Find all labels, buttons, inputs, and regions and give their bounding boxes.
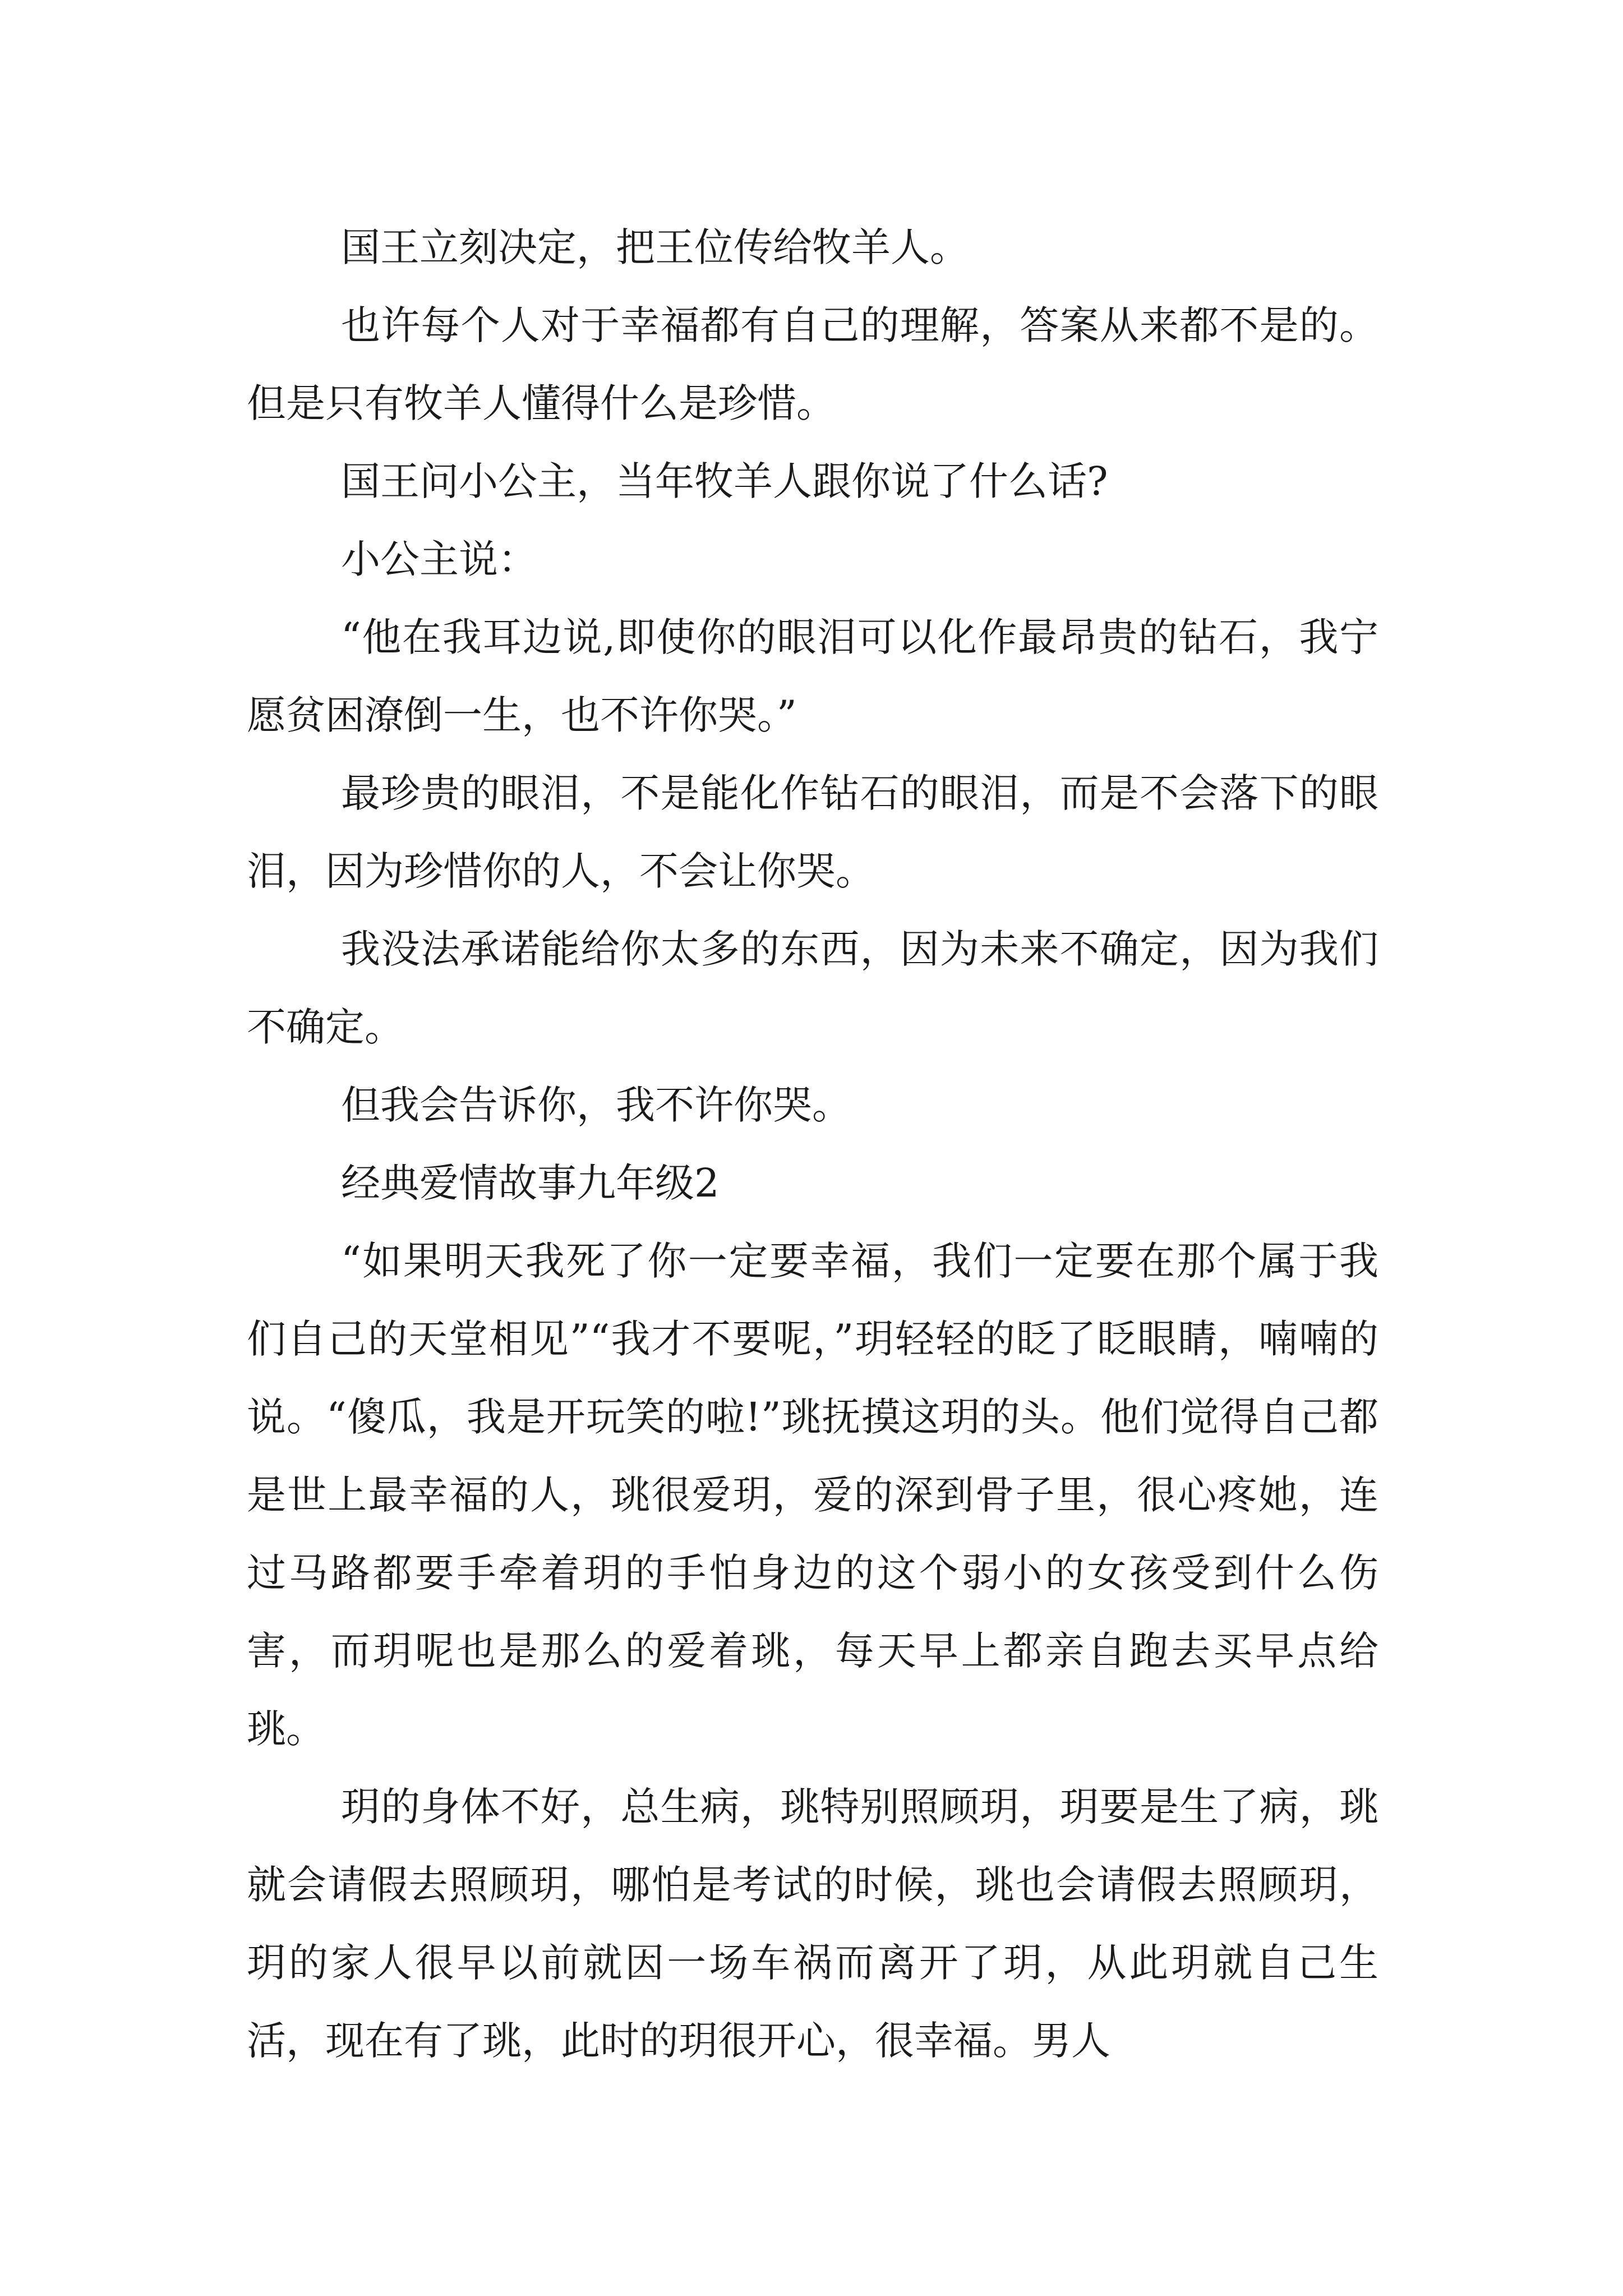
paragraph: 但我会告诉你，我不许你哭。 <box>341 1082 851 1128</box>
document-body <box>247 209 1378 2080</box>
paragraph: 我没法承诺能给你太多的东西，因为未来不确定，因为我们不确定。 <box>247 926 1378 1050</box>
paragraph: 国王问小公主，当年牧羊人跟你说了什么话? <box>341 458 1108 504</box>
paragraph: 也许每个人对于幸福都有自己的理解，答案从来都不是的。但是只有牧羊人懂得什么是珍惜。 <box>247 302 1378 426</box>
paragraph: 国王立刻决定，把王位传给牧羊人。 <box>341 224 969 270</box>
paragraph: 小公主说： <box>341 536 537 582</box>
paragraph: “他在我耳边说,即使你的眼泪可以化作最昂贵的钻石，我宁愿贫困潦倒一生，也不许你哭。” <box>247 614 1378 738</box>
paragraph: 玥的身体不好，总生病，珧特别照顾玥，玥要是生了病，珧就会请假去照顾玥，哪怕是考试的时候，珧也会请假去照顾玥，玥的家人很早以前就因一场车祸而离开了玥，从此玥就自己生活，现在有了珧，此时的玥很开心，很幸福。男人 <box>247 1784 1378 2064</box>
paragraph: 最珍贵的眼泪，不是能化作钻石的眼泪，而是不会落下的眼泪，因为珍惜你的人，不会让你哭。 <box>247 770 1378 894</box>
section-heading: 经典爱情故事九年级2 <box>341 1160 720 1206</box>
paragraph: “如果明天我死了你一定要幸福，我们一定要在那个属于我们自己的天堂相见”“我才不要呢，”玥轻轻的眨了眨眼睛，喃喃的说。“傻瓜，我是开玩笑的啦!”珧抚摸这玥的头。他们觉得自己都是世上最幸福的人，珧很爱玥，爱的深到骨子里，很心疼她，连过马路都要手牵着玥的手怕身边的这个弱小的女孩受到什么伤害，而玥呢也是那么的爱着珧，每天早上都亲自跑去买早点给珧。 <box>247 1238 1378 1752</box>
